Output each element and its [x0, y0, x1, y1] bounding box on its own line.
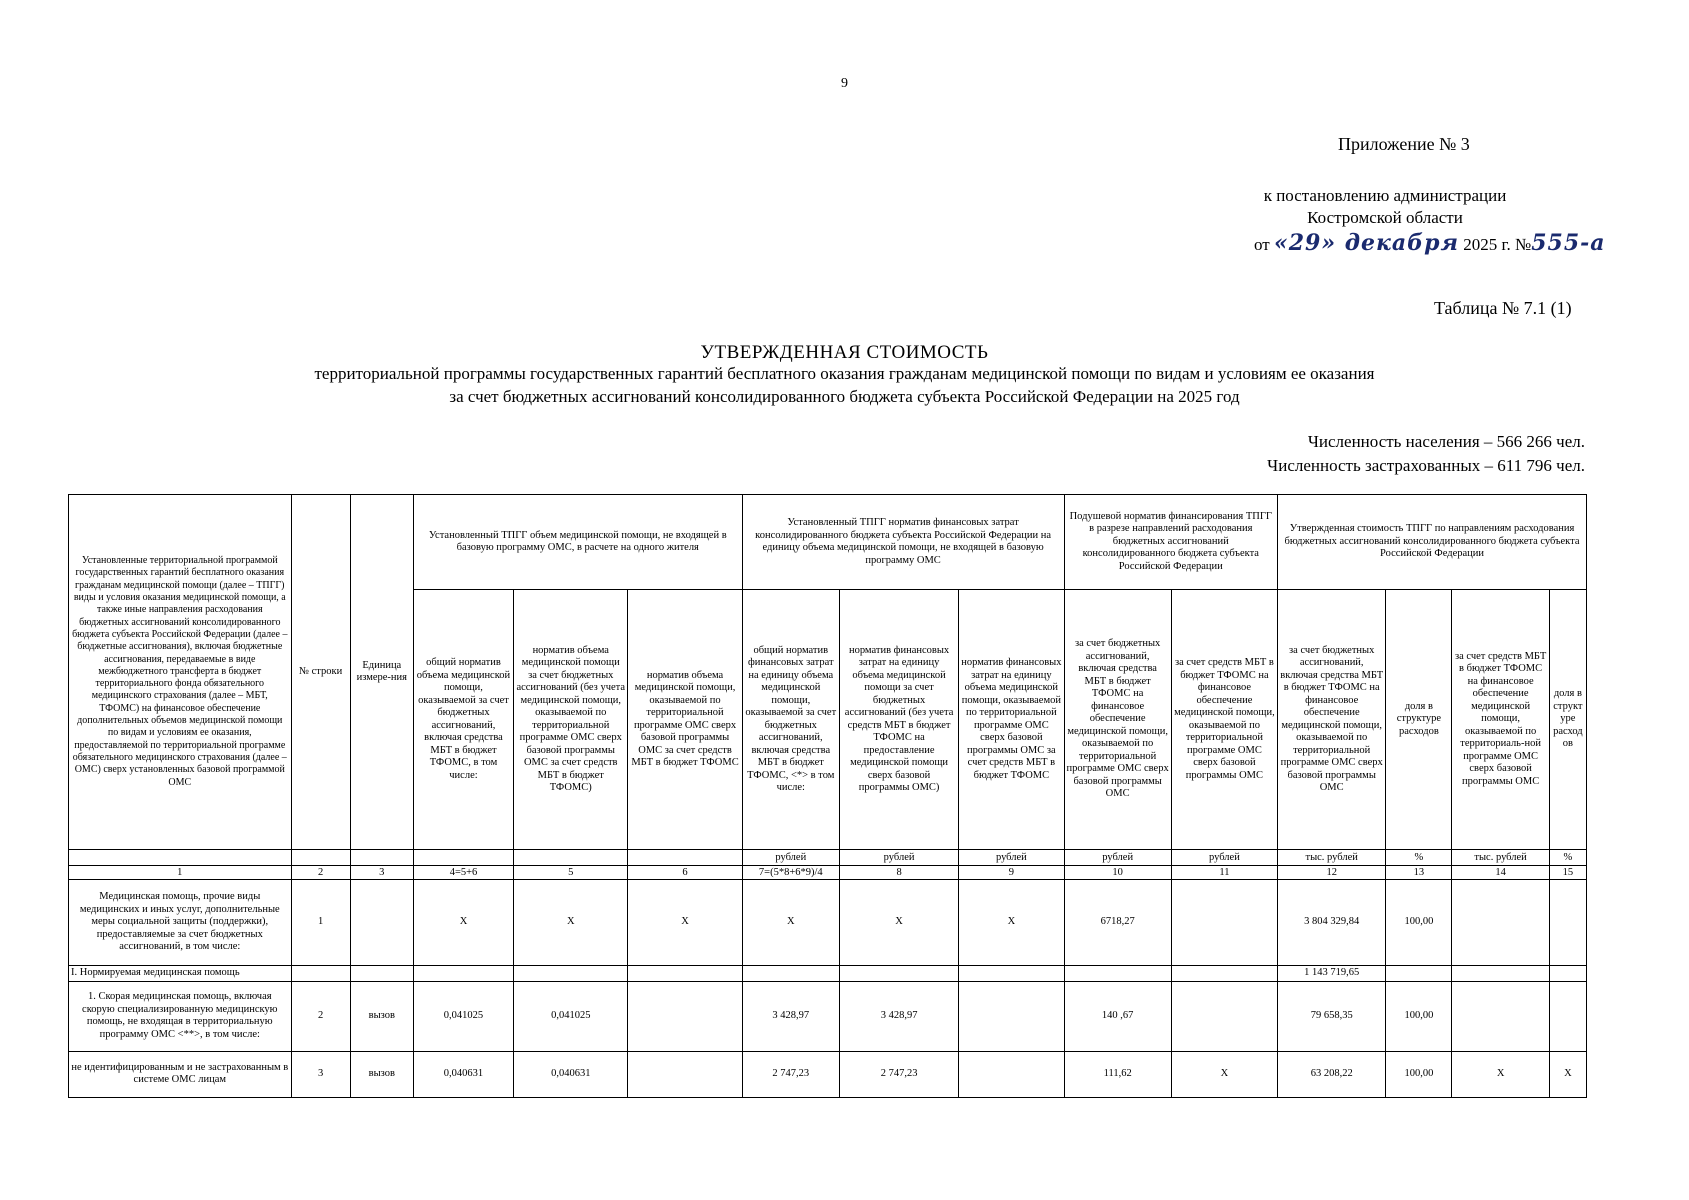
decree-reference	[1240, 185, 1530, 229]
unit-cell	[413, 850, 513, 866]
header-service-type: Установленные территориальной программой государственных гарантий бесплатного оказания гражданам медицинской помощи (далее – ТПГГ) виды и условия оказания медицинской помощи, а также иные направления расходования бюджетных ассигнований консолидированного бюджета субъекта Российской Федерации (далее – бюджетные ассигнования), включая бюджетные ассигнования, передаваемые в виде межбюджетного трансферта в бюджет территориального фонда обязательного медицинского страхования (далее – МБТ, ТФОМС) на финансовое обеспечение дополнительных объемов медицинской помощи по видам и условиям ее оказания, предоставляемой по территориальной программе обязательного медицинского страхования (далее – ОМС) сверх установленных базовой программой ОМС	[69, 495, 292, 850]
cell	[628, 966, 742, 982]
cell	[959, 981, 1064, 1051]
cell	[1064, 966, 1171, 982]
cell	[1549, 981, 1586, 1051]
cell: 3 428,97	[839, 981, 958, 1051]
header-c10: за счет бюджетных ассигнований, включая средства МБТ в бюджет ТФОМС на финансовое обеспечение медицинской помощи, оказываемой по территориальной программе ОМС сверх базовой программы ОМС	[1064, 590, 1171, 850]
cell: 79 658,35	[1278, 981, 1386, 1051]
decree-date-line	[1254, 230, 1606, 256]
column-number: 1	[69, 866, 292, 880]
cell	[1452, 880, 1549, 966]
population-count: Численность населения – 566 266 чел.	[1307, 432, 1585, 451]
cell	[1386, 966, 1452, 982]
unit-cell: рублей	[839, 850, 958, 866]
cell	[742, 966, 839, 982]
cell: 2 747,23	[839, 1051, 958, 1097]
cell: 100,00	[1386, 1051, 1452, 1097]
cell: X	[839, 880, 958, 966]
cell: 63 208,22	[1278, 1051, 1386, 1097]
cell: 2	[291, 981, 350, 1051]
column-number: 12	[1278, 866, 1386, 880]
cell: 6718,27	[1064, 880, 1171, 966]
cell	[1549, 966, 1586, 982]
cell: 3	[291, 1051, 350, 1097]
decree-year: 2025 г. №	[1463, 235, 1532, 254]
cell	[1452, 966, 1549, 982]
cell: 2 747,23	[742, 1051, 839, 1097]
cell: 3 428,97	[742, 981, 839, 1051]
header-c11: за счет средств МБТ в бюджет ТФОМС на финансовое обеспечение медицинской помощи, оказываемой по территориальной программе ОМС сверх базовой программы ОМС	[1171, 590, 1277, 850]
cell: 1	[291, 880, 350, 966]
column-number: 10	[1064, 866, 1171, 880]
appendix-label: Приложение № 3	[1338, 134, 1470, 154]
header-volume-group: Установленный ТПГГ объем медицинской помощи, не входящей в базовую программу ОМС, в расчете на одного жителя	[413, 495, 742, 590]
header-c13: доля в структуре расходов	[1386, 590, 1452, 850]
column-number: 6	[628, 866, 742, 880]
cell: 100,00	[1386, 981, 1452, 1051]
cell: X	[959, 880, 1064, 966]
document-subtitle-line-1: территориальной программы государственных гарантий бесплатного оказания гражданам медицинской помощи по видам и условиям ее оказания	[314, 364, 1375, 383]
column-number: 9	[959, 866, 1064, 880]
cell	[1171, 981, 1277, 1051]
cell: 100,00	[1386, 880, 1452, 966]
document-title: УТВЕРЖДЕННАЯ СТОИМОСТЬ	[700, 342, 989, 363]
unit-cell: рублей	[1064, 850, 1171, 866]
cell: X	[1452, 1051, 1549, 1097]
cell	[291, 966, 350, 982]
unit-cell: %	[1549, 850, 1586, 866]
header-c8: норматив финансовых затрат на единицу объема медицинской помощи за счет бюджетных ассигнований (без учета средств МБТ в бюджет ТФОМС на предоставление медицинской помощи сверх базовой программы ОМС)	[839, 590, 958, 850]
table-number: Таблица № 7.1 (1)	[1434, 298, 1572, 318]
header-c12: за счет бюджетных ассигнований, включая средства МБТ в бюджет ТФОМС на финансовое обеспечение медицинской помощи, оказываемой по территориальной программе ОМС сверх базовой программы ОМС	[1278, 590, 1386, 850]
cell: 140 ,67	[1064, 981, 1171, 1051]
column-number: 4=5+6	[413, 866, 513, 880]
column-number: 7=(5*8+6*9)/4	[742, 866, 839, 880]
decree-line-1: к постановлению администрации	[1263, 186, 1507, 205]
cell	[959, 1051, 1064, 1097]
cell: X	[742, 880, 839, 966]
column-number: 11	[1171, 866, 1277, 880]
column-number: 2	[291, 866, 350, 880]
cell: 0,040631	[413, 1051, 513, 1097]
unit-cell: тыс. рублей	[1452, 850, 1549, 866]
unit-cell	[291, 850, 350, 866]
cell: X	[514, 880, 628, 966]
cell	[839, 966, 958, 982]
column-number: 13	[1386, 866, 1452, 880]
header-c9: норматив финансовых затрат на единицу объема медицинской помощи, оказываемой по территориальной программе ОМС сверх базовой программы ОМС за счет средств МБТ в бюджет ТФОМС	[959, 590, 1064, 850]
header-unit: Единица измере-ния	[350, 495, 413, 850]
header-row-number: № строки	[291, 495, 350, 850]
header-c6: норматив объема медицинской помощи, оказываемой по территориальной программе ОМС сверх базовой программы ОМС за счет средств МБТ в бюджет ТФОМС	[628, 590, 742, 850]
column-number: 5	[514, 866, 628, 880]
cell	[959, 966, 1064, 982]
table-row	[69, 966, 1587, 982]
handwritten-date: «29» декабря	[1273, 230, 1459, 256]
cell: 0,041025	[413, 981, 513, 1051]
row-name: 1. Скорая медицинская помощь, включая скорую специализированную медицинскую помощь, не входящая в территориальную программу ОМС <**>, в том числе:	[69, 981, 292, 1051]
cell: 0,040631	[514, 1051, 628, 1097]
header-cost-norm-group: Установленный ТПГГ норматив финансовых затрат консолидированного бюджета субъекта Российской Федерации на единицу объема медицинской помощи, не входящей в базовую программу ОМС	[742, 495, 1064, 590]
cell	[350, 880, 413, 966]
cell: 3 804 329,84	[1278, 880, 1386, 966]
header-c15: доля в структуре расходов	[1549, 590, 1586, 850]
cost-table	[68, 494, 1587, 1098]
cell	[350, 966, 413, 982]
column-number: 8	[839, 866, 958, 880]
cell: X	[1171, 1051, 1277, 1097]
column-number: 3	[350, 866, 413, 880]
insured-count: Численность застрахованных – 611 796 чел.	[1267, 456, 1585, 475]
column-number: 15	[1549, 866, 1586, 880]
unit-cell	[514, 850, 628, 866]
unit-cell	[350, 850, 413, 866]
header-per-capita-group: Подушевой норматив финансирования ТПГГ в разрезе направлений расходования бюджетных ассигнований консолидированного бюджета субъекта Российской Федерации	[1064, 495, 1278, 590]
cell	[628, 1051, 742, 1097]
cell: X	[413, 880, 513, 966]
cell	[1452, 981, 1549, 1051]
unit-cell: рублей	[742, 850, 839, 866]
unit-cell: %	[1386, 850, 1452, 866]
cell: X	[628, 880, 742, 966]
table-row	[69, 981, 1587, 1051]
cell	[1171, 966, 1277, 982]
unit-cell: тыс. рублей	[1278, 850, 1386, 866]
cell: вызов	[350, 981, 413, 1051]
header-c4: общий норматив объема медицинской помощи, оказываемой за счет бюджетных ассигнований, включая средства МБТ в бюджет ТФОМС, в том числе:	[413, 590, 513, 850]
header-c14: за счет средств МБТ в бюджет ТФОМС на финансовое обеспечение медицинской помощи, оказываемой по территориаль-ной программе ОМС сверх базовой программы ОМС	[1452, 590, 1549, 850]
unit-cell	[628, 850, 742, 866]
document-subtitle-line-2: за счет бюджетных ассигнований консолидированного бюджета субъекта Российской Федерации на 2025 год	[449, 387, 1240, 406]
column-number: 14	[1452, 866, 1549, 880]
unit-cell: рублей	[1171, 850, 1277, 866]
cell	[413, 966, 513, 982]
page-number: 9	[841, 76, 848, 91]
unit-cell	[69, 850, 292, 866]
cell: X	[1549, 1051, 1586, 1097]
header-c5: норматив объема медицинской помощи за счет бюджетных ассигнований (без учета медицинской помощи, оказываемой по территориальной программе ОМС сверх базовой программы ОМС за счет средств МБТ в бюджет ТФОМС)	[514, 590, 628, 850]
decree-date-prefix: от	[1254, 235, 1270, 254]
handwritten-decree-number: 555-а	[1531, 230, 1606, 256]
cell: 111,62	[1064, 1051, 1171, 1097]
cell	[514, 966, 628, 982]
row-name: I. Нормируемая медицинская помощь	[69, 966, 292, 982]
header-approved-cost-group: Утвержденная стоимость ТПГГ по направлениям расходования бюджетных ассигнований консолидированного бюджета субъекта Российской Федерации	[1278, 495, 1587, 590]
cell: 0,041025	[514, 981, 628, 1051]
cell	[1549, 880, 1586, 966]
table-row	[69, 1051, 1587, 1097]
unit-cell: рублей	[959, 850, 1064, 866]
decree-line-2: Костромской области	[1307, 208, 1463, 227]
row-name: Медицинская помощь, прочие виды медицинских и иных услуг, дополнительные меры социальной защиты (поддержки), предоставляемые за счет бюджетных ассигнований, в том числе:	[69, 880, 292, 966]
row-name: не идентифицированным и не застрахованным в системе ОМС лицам	[69, 1051, 292, 1097]
table-row	[69, 880, 1587, 966]
cell: вызов	[350, 1051, 413, 1097]
header-c7: общий норматив финансовых затрат на единицу объема медицинской помощи, оказываемой за счет бюджетных ассигнований, включая средства МБТ в бюджет ТФОМС, <*> в том числе:	[742, 590, 839, 850]
cell	[1171, 880, 1277, 966]
cell	[628, 981, 742, 1051]
cell: 1 143 719,65	[1278, 966, 1386, 982]
